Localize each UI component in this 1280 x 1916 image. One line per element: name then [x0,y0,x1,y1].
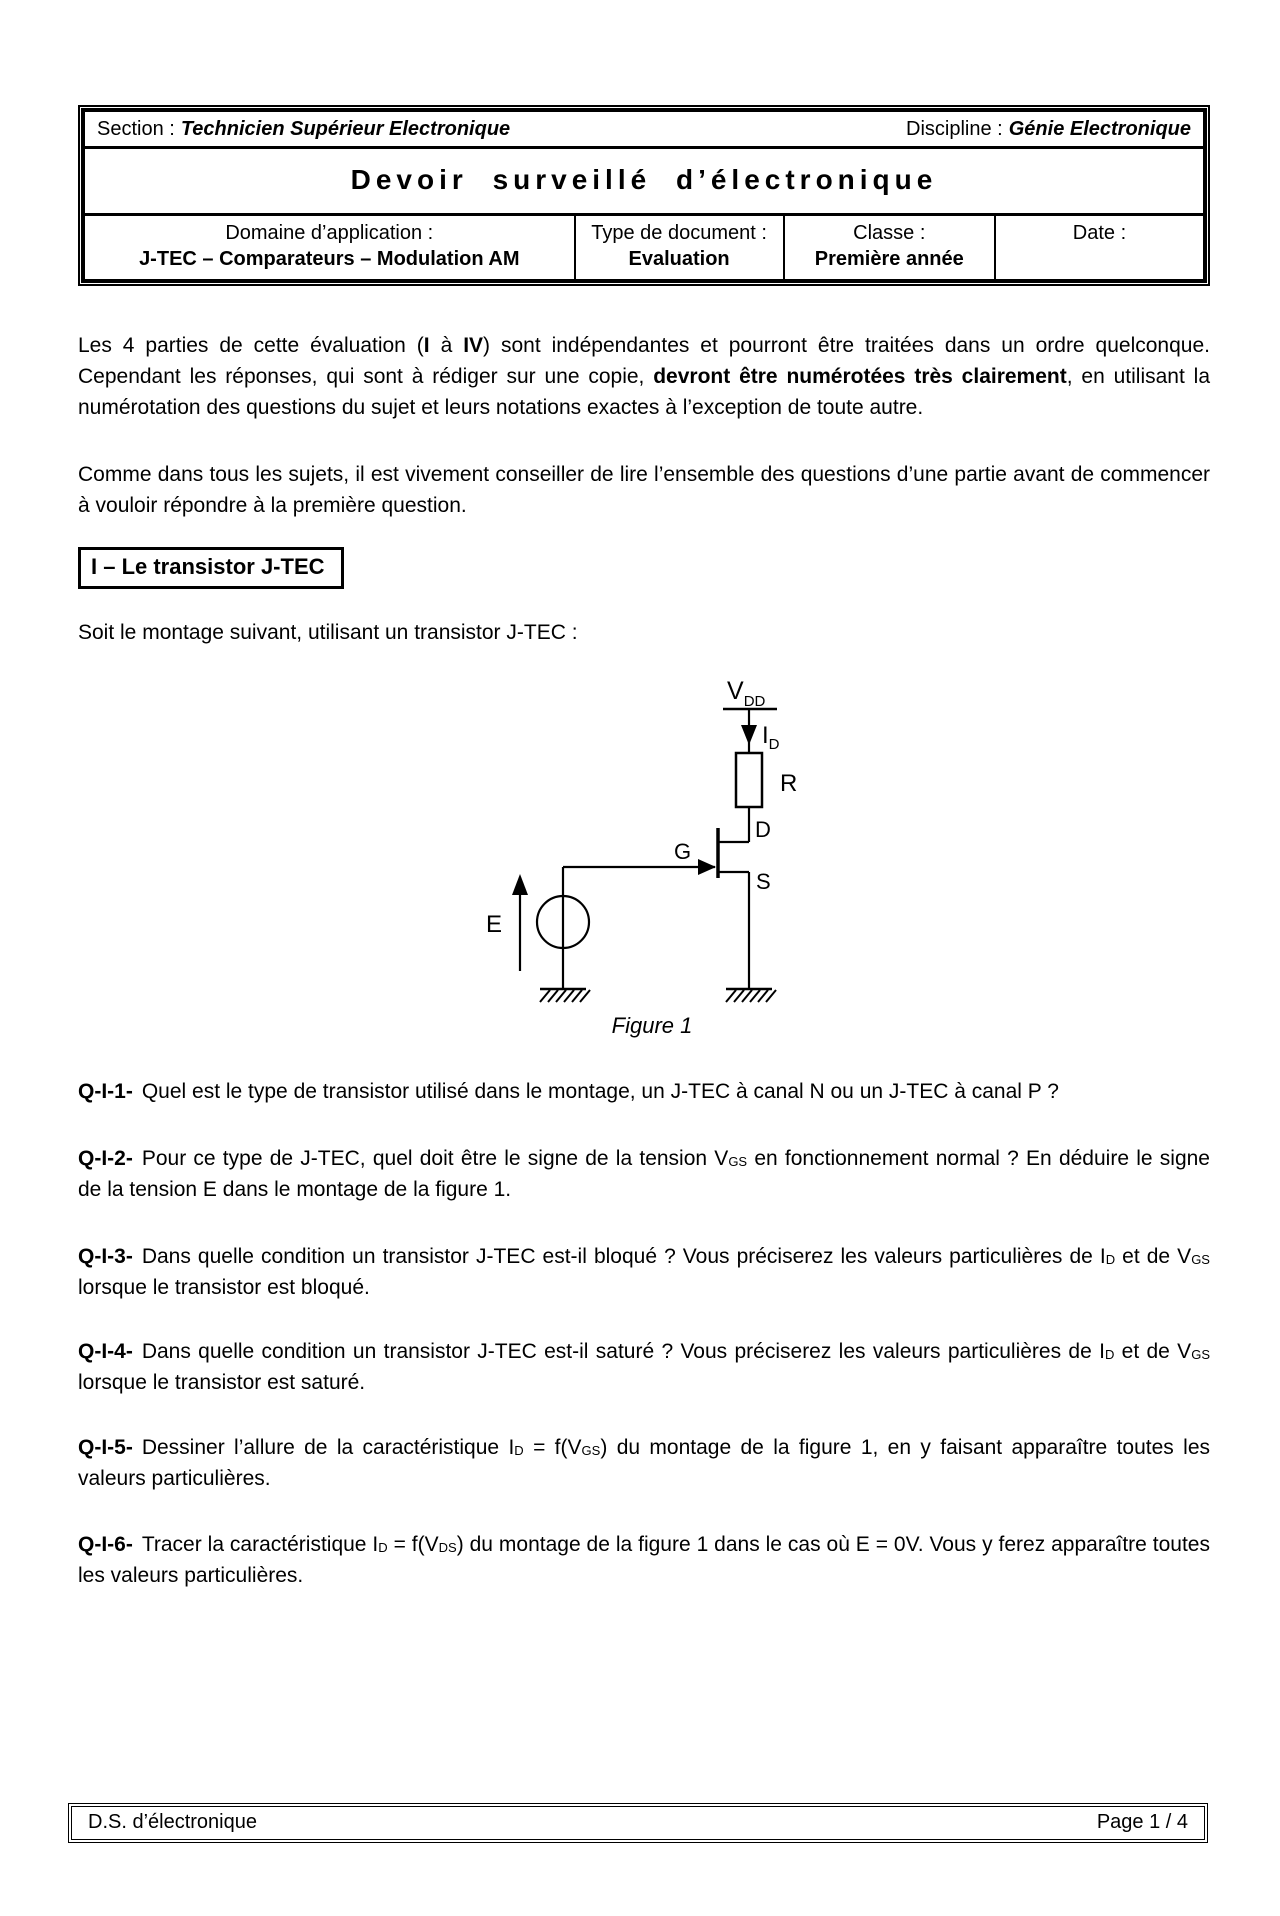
question-q-i-4 [78,1336,1210,1398]
question-text: Dessiner l’allure de la caractéristique $I_D = f(V_{GS})$ du montage de la figure 1, en y faisant apparaître toutes les valeurs particulières. [78,1436,1210,1490]
footer-doc-name: D.S. d’électronique [88,1811,257,1833]
jfet-symbol [563,828,749,878]
date-label: Date : [1072,222,1127,244]
header-row-section [85,112,1203,149]
date-cell [994,216,1203,279]
document-title: Devoir surveillé d’électronique [85,149,1203,216]
question-text: Quel est le type de transistor utilisé dans le montage, un J-TEC à canal N ou un J-TEC à canal P ? [141,1080,1059,1103]
section-field [97,118,510,141]
section-value: Technicien Supérieur Electronique [180,118,511,140]
gate-label: G [674,839,692,864]
figure-1-container [400,669,810,1044]
resistor-symbol [736,753,762,807]
question-label: Q-I-2- [78,1147,133,1170]
classe-value: Première année [814,248,964,270]
question-q-i-1 [78,1076,1210,1107]
current-arrow-icon [741,725,757,745]
discipline-field [906,118,1191,141]
discipline-label: Discipline : [906,118,1003,140]
question-label: Q-I-6- [78,1533,133,1556]
id-label: $I_D$ [762,722,780,753]
question-text: Tracer la caractéristique $I_D = f(V_{DS})$ du montage de la figure 1 dans le cas où E = 0V. Vous y ferez apparaître toutes les valeurs particulières. [78,1533,1210,1587]
vdd-label: $V_{DD}$ [727,677,766,710]
document-page [0,105,1280,1916]
figure-caption: Figure 1 [611,1013,693,1038]
source-label: S [756,869,771,894]
ground-symbol-left [540,989,590,1002]
doc-type-value: Evaluation [628,248,730,270]
domain-value: J-TEC – Comparateurs – Modulation AM [139,248,520,270]
question-label: Q-I-1- [78,1080,133,1103]
doc-type-label: Type de document : [591,222,767,244]
figure-lead-text: Soit le montage suivant, utilisant un transistor J-TEC : [78,621,578,644]
doc-type-cell [574,216,783,279]
domain-label: Domaine d’application : [225,222,434,244]
domain-cell [85,216,574,279]
jfet-circuit-figure [400,669,810,1044]
date-value [1000,246,1199,272]
drain-label: D [755,817,771,842]
header-table [78,105,1210,286]
ground-symbol-right [726,989,776,1002]
discipline-value: Génie Electronique [1008,118,1191,140]
intro-paragraph-1: Les 4 parties de cette évaluation (I à IV) sont indépendantes et pourront être traitées dans un ordre quelconque. Cependant les réponses, qui sont à rédiger sur une copie, devront être numérotées très clairement, en utilisant la numérotation des questions du sujet et leurs notations exactes à l’exception de toute autre. [78,334,1210,419]
section-heading-box: I – Le transistor J-TEC [78,547,344,589]
question-text: Pour ce type de J-TEC, quel doit être le signe de la tension $V_{GS}$ en fonctionnement normal ? En déduire le signe de la tension E dans le montage de la figure 1. [78,1147,1210,1201]
question-q-i-3 [78,1241,1210,1303]
e-label: E [486,911,503,938]
resistor-label: R [780,770,798,797]
gate-arrow-icon [698,859,716,875]
question-label: Q-I-5- [78,1436,133,1459]
question-label: Q-I-3- [78,1245,133,1268]
section-label: Section : [97,118,175,140]
question-text: Dans quelle condition un transistor J-TEC est-il saturé ? Vous préciserez les valeurs particulières de $I_D$ et de $V_{GS}$ lorsque le transistor est saturé. [78,1340,1211,1394]
question-q-i-6 [78,1529,1210,1591]
page-footer [68,1803,1208,1843]
page-content [0,105,1280,1591]
classe-label: Classe : [853,222,926,244]
question-label: Q-I-4- [78,1340,133,1363]
question-q-i-2 [78,1143,1210,1205]
question-q-i-5 [78,1432,1210,1494]
header-row-columns [85,216,1203,279]
header-table-inner [81,108,1207,283]
intro-paragraph-2: Comme dans tous les sujets, il est vivement conseiller de lire l’ensemble des questions d’une partie avant de commencer à vouloir répondre à la première question. [78,463,1210,517]
classe-cell [783,216,994,279]
question-text: Dans quelle condition un transistor J-TEC est-il bloqué ? Vous préciserez les valeurs particulières de $I_D$ et de $V_{GS}$ lorsque le transistor est bloqué. [78,1245,1210,1299]
footer-page-number: Page 1 / 4 [1096,1811,1188,1833]
e-voltage-arrow-icon [512,874,528,971]
